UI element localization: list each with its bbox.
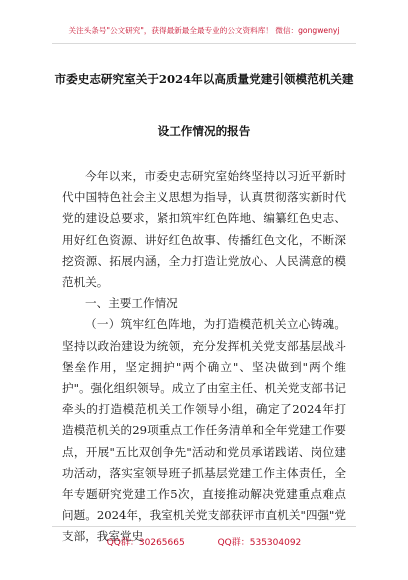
footer-qq-group-1: QQ群：30265665 [106, 538, 185, 548]
document-title-line-2: 设工作情况的报告 [157, 124, 251, 138]
section-heading: 一、主要工作情况 [85, 296, 178, 311]
intro-paragraph: 今年以来，市委史志研究室始终坚持以习近平新时代中国特色社会主义思想为指导，认真贯彻落实新时代党的建设总要求，紧扣筑牢红色阵地、编纂红色史志、用好红色资源、讲好红色故事、传播红色文化，不断深挖资源、拓展内涵，全力打造让党放心、人民满意的模范机关。 [62, 169, 346, 290]
subsection-paragraph: （一）筑牢红色阵地，为打造模范机关立心铸魂。坚持以政治建设为统领，充分发挥机关党支部基层战斗堡垒作用，坚定拥护"两个确立"、坚决做到"两个维护"。强化组织领导。成立了由室主任、机关党支部书记牵头的打造模范机关工作领导小组，确定了2024年打造模范机关的29项重点工作任务清单和全年党建工作要点，开展"五比双创争先"活动和党员承诺践诺、岗位建功活动，落实室领导班子抓基层党建工作主体责任，全年专题研究党建工作5次，直接推动解决党建重点难点问题。2024年，我室机关党支部获评市直机关"四强"党支部，我室党史 [62, 317, 346, 544]
document-title-line-1: 市委史志研究室关于2024年以高质量党建引领模范机关建 [54, 72, 354, 86]
header-banner: 关注头条号"公文研究"，获得最新最全最专业的公文资料库！ 微信：gongwenyj [68, 26, 340, 35]
document-body [62, 166, 346, 548]
header-divider [52, 43, 356, 44]
footer [0, 535, 408, 548]
footer-divider [52, 526, 356, 527]
footer-qq-group-2: QQ群：535304092 [217, 538, 302, 548]
